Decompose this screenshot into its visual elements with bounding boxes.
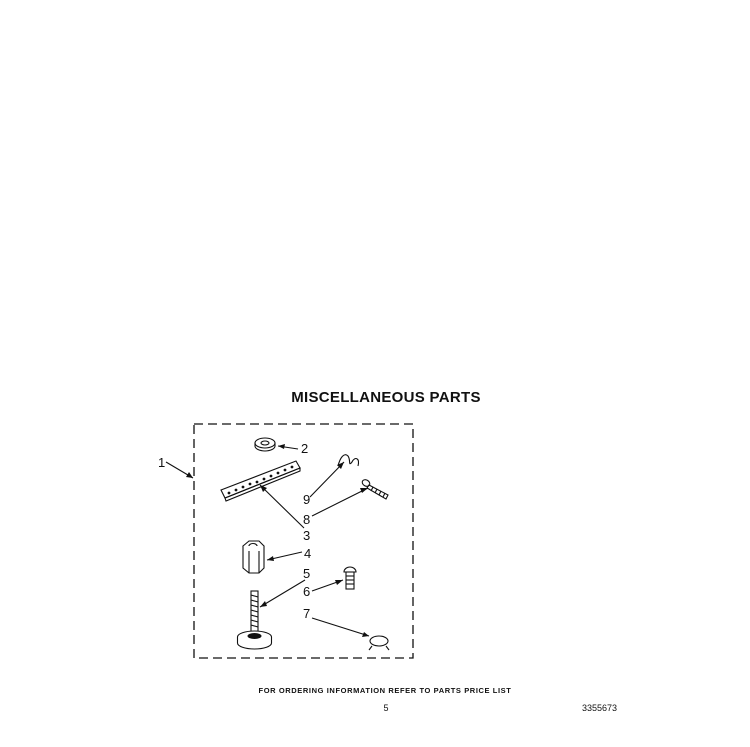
- callout-9: 9: [303, 492, 311, 507]
- arrowhead-7: [362, 632, 369, 637]
- leveling-leg-icon: [238, 591, 272, 649]
- leader-line-7: [312, 618, 369, 636]
- ring-clamp-icon: [369, 636, 389, 650]
- callout-3: 3: [303, 528, 311, 543]
- mounting-strap-icon: [221, 461, 300, 501]
- bolt-icon: [344, 567, 356, 589]
- leader-line-5: [260, 580, 305, 607]
- page-number: 5: [383, 703, 389, 713]
- callout-1: 1: [158, 455, 166, 470]
- ordering-note: FOR ORDERING INFORMATION REFER TO PARTS PRICE LIST: [258, 686, 512, 695]
- callout-8: 8: [303, 512, 311, 527]
- callout-5: 5: [303, 566, 311, 581]
- coupling-nut-icon: [243, 541, 264, 573]
- leader-line-8: [312, 488, 368, 516]
- leader-line-9: [310, 462, 344, 497]
- arrowhead-5: [260, 601, 267, 607]
- part-number: 3355673: [582, 703, 618, 713]
- callout-6: 6: [303, 584, 311, 599]
- washer-icon: [255, 438, 275, 451]
- arrowhead-2: [278, 444, 285, 449]
- diagram-title: MISCELLANEOUS PARTS: [291, 389, 481, 406]
- callout-4: 4: [304, 546, 312, 561]
- arrowhead-6: [335, 580, 343, 585]
- arrowhead-8: [360, 488, 368, 493]
- callout-2: 2: [301, 441, 309, 456]
- leader-line-3: [260, 485, 304, 528]
- callout-7: 7: [303, 606, 311, 621]
